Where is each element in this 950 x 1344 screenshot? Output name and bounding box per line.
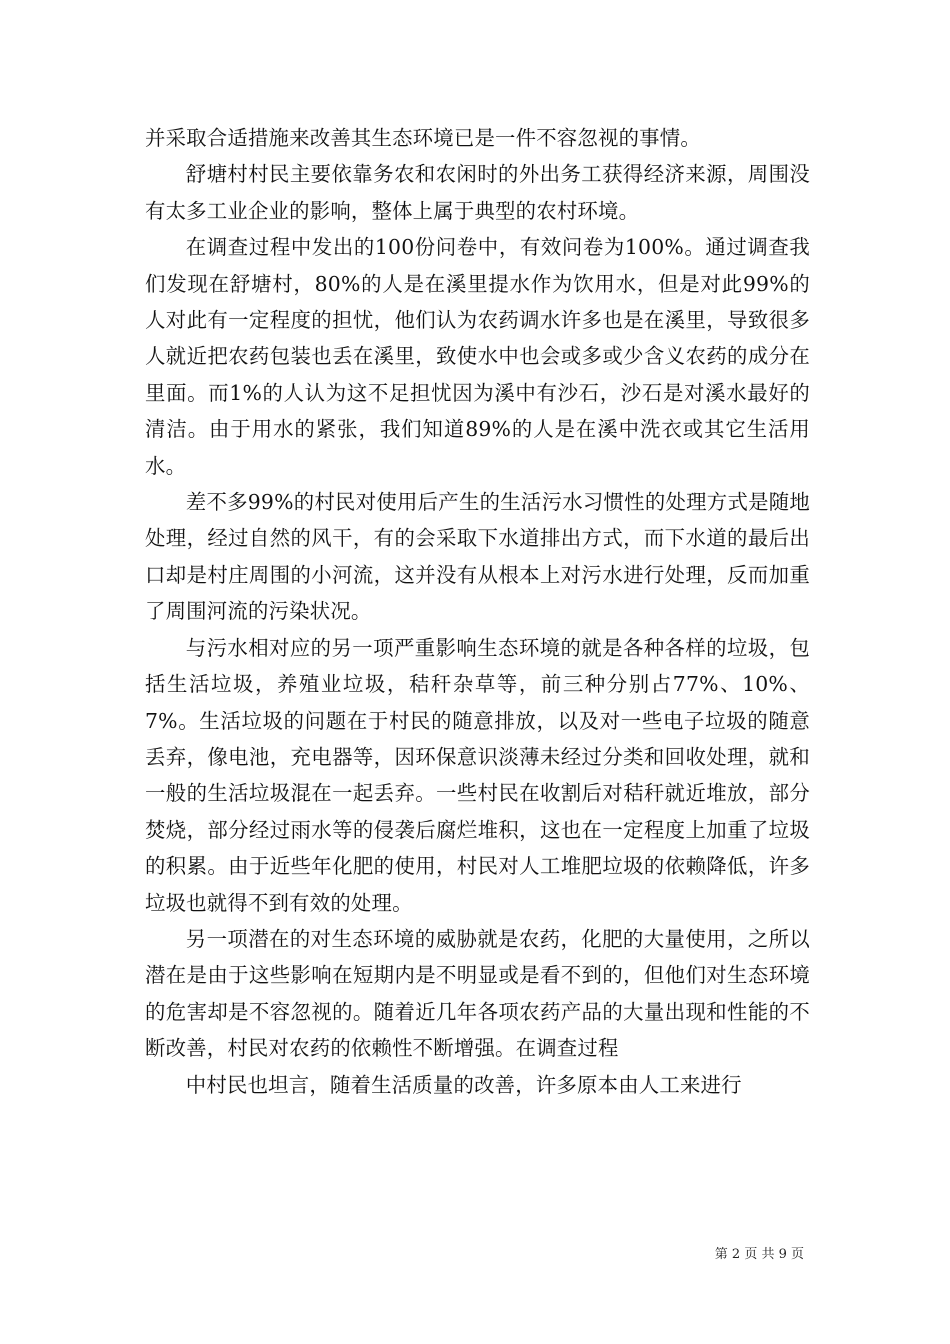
- paragraph-5: 与污水相对应的另一项严重影响生态环境的就是各种各样的垃圾，包括生活垃圾，养殖业垃圾，秸秆杂草等，前三种分别占77%、10%、7%。生活垃圾的问题在于村民的随意排放，以及对一些电子垃圾的随意丢弃，像电池，充电器等，因环保意识淡薄未经过分类和回收处理，就和一般的生活垃圾混在一起丢弃。一些村民在收割后对秸秆就近堆放，部分焚烧，部分经过雨水等的侵袭后腐烂堆积，这也在一定程度上加重了垃圾的积累。由于近些年化肥的使用，村民对人工堆肥垃圾的依赖降低，许多垃圾也就得不到有效的处理。: [145, 635, 810, 915]
- page-number-footer: 第 2 页 共 9 页: [714, 1247, 804, 1262]
- paragraph-6: 另一项潜在的对生态环境的威胁就是农药，化肥的大量使用，之所以潜在是由于这些影响在短期内是不明显或是看不到的，但他们对生态环境的危害却是不容忽视的。随着近几年各项农药产品的大量出现和性能的不断改善，村民对农药的依赖性不断增强。在调查过程: [145, 926, 810, 1061]
- body-text: [145, 120, 810, 1103]
- paragraph-3: 在调查过程中发出的100份问卷中，有效问卷为100%。通过调查我们发现在舒塘村，80%的人是在溪里提水作为饮用水，但是对此99%的人对此有一定程度的担忧，他们认为农药调水许多也是在溪里，导致很多人就近把农药包装也丢在溪里，致使水中也会或多或少含义农药的成分在里面。而1%的人认为这不足担忧因为溪中有沙石，沙石是对溪水最好的清洁。由于用水的紧张，我们知道89%的人是在溪中洗衣或其它生活用水。: [145, 235, 810, 478]
- paragraph-7: 中村民也坦言，随着生活质量的改善，许多原本由人工来进行: [185, 1072, 742, 1097]
- paragraph-1: 并采取合适措施来改善其生态环境已是一件不容忽视的事情。: [145, 126, 701, 150]
- paragraph-2: 舒塘村村民主要依靠务农和农闲时的外出务工获得经济来源，周围没有太多工业企业的影响，整体上属于典型的农村环境。: [145, 162, 810, 223]
- paragraph-4: 差不多99%的村民对使用后产生的生活污水习惯性的处理方式是随地处理，经过自然的风干，有的会采取下水道排出方式，而下水道的最后出口却是村庄周围的小河流，这并没有从根本上对污水进行处理，反而加重了周围河流的污染状况。: [145, 490, 810, 624]
